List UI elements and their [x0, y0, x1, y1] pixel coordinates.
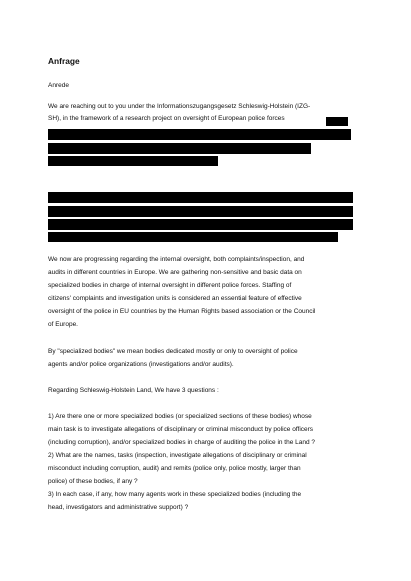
question-line: 2) What are the names, tasks (inspection, investigate allegations of disciplinary or criminal [48, 452, 307, 459]
redaction-block [326, 117, 348, 126]
redaction-block [48, 129, 351, 140]
paragraph-line: audits in different countries in Europe. We are gathering non-sensitive and basic data on [48, 269, 302, 276]
question-line: head, investigators and administrative support) ? [48, 504, 189, 511]
paragraph-line: By "specialized bodies" we mean bodies dedicated mostly or only to oversight of police [48, 348, 298, 355]
redaction-block [48, 156, 218, 166]
paragraph-line: We now are progressing regarding the internal oversight, both complaints/inspection, and [48, 256, 305, 263]
redaction-block [48, 206, 353, 217]
paragraph-line: citizens' complaints and investigation units is considered an essential feature of effective [48, 295, 302, 302]
paragraph-line: agents and/or police organizations (investigations and/or audits). [48, 361, 234, 368]
question-line: main task is to investigate allegations of disciplinary or criminal misconduct by police officers [48, 426, 314, 433]
paragraph-line: of Europe. [48, 321, 78, 328]
redaction-block [48, 192, 353, 203]
redaction-block [48, 219, 353, 230]
redaction-block [48, 143, 311, 154]
question-line: (including corruption), and/or specialized bodies in charge of auditing the police in the Land ? [48, 439, 316, 446]
salutation: Anrede [48, 82, 69, 89]
document-heading: Anfrage [48, 56, 80, 66]
paragraph-line: specialized bodies in charge of internal oversight in different police forces. Staffing of [48, 282, 292, 289]
intro-line: SH), in the framework of a research project on oversight of European police forces [48, 115, 285, 122]
paragraph-line: oversight of the police in EU countries by the Human Rights based association or the Council [48, 308, 316, 315]
question-line: misconduct including corruption, audit) and remits (police only, police mostly, larger than [48, 465, 301, 472]
question-line: police) of these bodies, if any ? [48, 478, 138, 485]
intro-line: We are reaching out to you under the Informationszugangsgesetz Schleswig-Holstein (IZG- [48, 103, 311, 110]
question-line: 1) Are there one or more specialized bodies (or specialized sections of these bodies) whose [48, 413, 312, 420]
question-line: 3) In each case, if any, how many agents work in these specialized bodies (including the [48, 491, 302, 498]
questions-intro: Regarding Schleswig-Holstein Land, We have 3 questions : [48, 387, 219, 394]
redaction-block [48, 232, 338, 242]
